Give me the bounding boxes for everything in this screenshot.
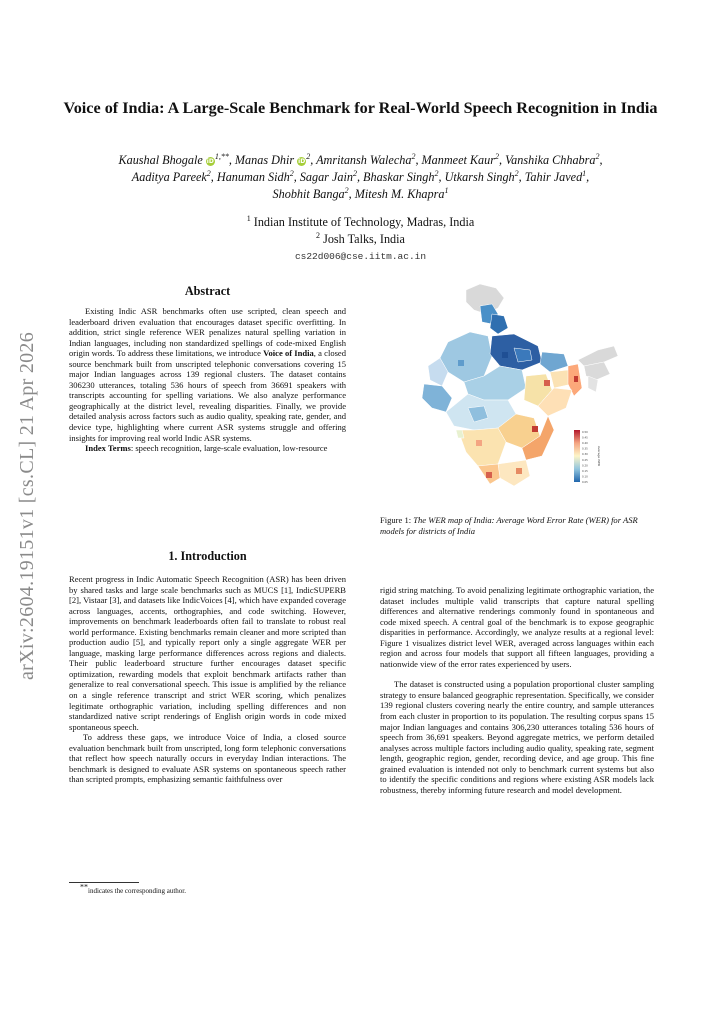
author-affiliation-mark: 2 [411,151,416,161]
colorbar-label: Average WER [597,445,601,467]
colorbar-tick-label: 0.05 [582,481,588,484]
wer-map-figure [418,280,618,490]
paper-title: Voice of India: A Large-Scale Benchmark for Real-World Speech Recognition in India [63,99,658,117]
colorbar-tick-label: 0.30 [582,453,588,457]
author-affiliation-mark: 2 [344,185,349,195]
colorbar-tick-label: 0.50 [582,431,588,434]
author-affiliation-mark: 1,** [214,151,229,161]
abstract-text: Existing Indic ASR benchmarks often use scripted, clean speech and leaderboard driven evaluation that encourages dataset specific overfitting. In addition, strict single reference WER penalizes natural spelling variation in Indian languages, including non standardized spellings of code-mixed English origin words. To address these limitations, we introduce Voice of India, a closed source benchmark built from unscripted telephonic conversations covering 15 major Indian languages across 139 regional clusters. The dataset contains 306230 utterances, totaling 536 hours of speech from 36691 speakers with transcripts accounting for spelling variations. We also analyze performance geographically at the district level, revealing disparities. Finally, we provide detailed analysis across factors such as audio quality, speaking rate, gender, and device type, highlighting where current ASR systems struggle and offering insights for improving real world Indic ASR systems. [69,306,346,443]
intro-paragraph-2: To address these gaps, we introduce Voice of India, a closed source evaluation benchmark built from unscripted, long form telephonic conversations that reflect how speech naturally occurs in everyday Indian interactions. The benchmark is designed to evaluate ASR systems on spontaneous speech rather than scripted prompts, emphasizing semantic faithfulness over [69,732,346,785]
colorbar-tick-label: 0.35 [582,447,588,451]
colorbar-tick-label: 0.10 [582,475,588,479]
colorbar-tick-label: 0.15 [582,469,588,473]
author-affiliation-mark: 1 [582,168,587,178]
author-name: Mitesh M. Khapra [354,187,445,201]
author-name: Sagar Jain [299,170,353,184]
author-line-2: Aaditya Pareek$^2$, Hanuman Sidh$^2$, Sagar Jain$^2$, Bhaskar Singh$^2$, Utkarsh Singh$^2$, Tahir Javed$^1$, [131,168,590,184]
right-column-body [380,585,654,795]
author-line-3: Shobhit Banga$^2$, Mitesh M. Khapra$^1$ [272,185,449,201]
author-affiliation-mark: 2 [494,151,499,161]
author-affiliation-mark: 2 [434,168,439,178]
abstract-body [69,306,346,454]
author-list [60,152,661,203]
colorbar-tick-label: 0.20 [582,464,588,468]
orcid-icon[interactable]: iD [298,158,306,165]
author-name: Hanuman Sidh [216,170,290,184]
colorbar-tick-label: 0.25 [582,458,588,462]
india-map-regions [422,284,618,486]
author-name: Bhaskar Singh [363,170,435,184]
author-affiliation-mark: 2 [306,151,311,161]
introduction-body [69,574,346,785]
figure-caption: Figure 1: The WER map of India: Average Word Error Rate (WER) for ASR models for districts of India [380,515,638,536]
orcid-icon[interactable]: iD [206,158,214,165]
affiliation-2: $^2$ Josh Talks, India [316,230,405,246]
author-affiliation-mark: 2 [595,151,600,161]
author-line-1: Kaushal Bhogale $iD^{1,**}$, Manas Dhir $iD^2$, Amritansh Walecha$^2$, Manmeet Kaur$^2$, Vanshika Chhabra$^2$, [118,151,603,167]
contact-email[interactable]: cs22d006@cse.iitm.ac.in [294,251,427,262]
author-name: Manmeet Kaur [421,153,495,167]
colorbar [574,430,580,482]
author-name: Kaushal Bhogale [118,153,203,167]
right-paragraph-1: rigid string matching. To avoid penalizing legitimate orthographic variation, the dataset includes multiple valid transcripts that capture natural spelling differences and alternative renderings commonly found in spontaneous and code mixed speech. A central goal of the benchmark is to expose geographic disparities in performance. Accordingly, we analyze results at a regional level: Figure 1 visualizes district level WER, averaged across languages within each region and across four models that support all fifteen languages, providing a nationwide view of the error rates experienced by users. [380,585,654,669]
author-affiliation-mark: 2 [206,168,211,178]
abstract-heading: Abstract [184,284,231,298]
arxiv-stamp: arXiv:2604.19151v1 [cs.CL] 21 Apr 2026 [16,331,38,680]
footnote: **indicates the corresponding author. [80,882,186,895]
author-affiliation-mark: 2 [352,168,357,178]
affiliation-1: $^1$ Indian Institute of Technology, Madras, India [246,213,475,229]
colorbar-ticks [582,430,588,484]
section-heading-introduction: 1. Introduction [168,549,247,563]
colorbar-tick-label: 0.45 [582,436,588,440]
affiliations [60,214,661,265]
intro-paragraph-1: Recent progress in Indic Automatic Speech Recognition (ASR) has been driven by shared tasks and large scale benchmarks such as MUCS [1], IndicSUPERB [2], Vistaar [3], and datasets like IndicVoices [4], which have expanded coverage across languages, accents, orthographies, and code switching. However, improvements on benchmark leaderboards often fail to translate to robust real world performance. Existing benchmarks remain cleaner and more scripted than production audio [5], and typically report only a single aggregate WER per language, masking large performance differences across regions and dialects. Their public leaderboard structure further encourages dataset specific optimization, rewarding models that exploit benchmark artifacts rather than generalize to real conversational speech. This issue is amplified by the reliance on a single reference transcript and strict WER scoring, which penalizes legitimate orthographic variation, including spelling differences and non standardized native script renderings of English origin words in code mixed spontaneous speech. [69,574,346,732]
author-affiliation-mark: 1 [444,185,449,195]
index-terms: Index Terms: speech recognition, large-scale evaluation, low-resource [85,443,328,454]
author-name: Utkarsh Singh [444,170,515,184]
author-name: Vanshika Chhabra [505,153,596,167]
author-name: Aaditya Pareek [131,170,207,184]
author-name: Amritansh Walecha [316,153,412,167]
author-affiliation-mark: 2 [289,168,294,178]
colorbar-tick-label: 0.40 [582,442,588,446]
author-name: Manas Dhir [234,153,295,167]
author-name: Shobhit Banga [272,187,345,201]
right-paragraph-2: The dataset is constructed using a population proportional cluster sampling strategy to ensure balanced geographic representation. Specifically, we consider 139 regional clusters covering nearly the entire country, and sample utterances from each cluster in proportion to its population. The resulting corpus spans 15 major Indian languages and contains 306,230 utterances totaling 536 hours of speech from 36,691 speakers. Beyond aggregate metrics, we perform detailed analyses across multiple factors including audio quality, speaking rate, segment length, geographic region, gender, recording device, and age group. This fine grained evaluation is intended not only to benchmark current systems but also to identify the specific conditions and regions where existing ASR models lack robustness, thereby informing future research and model development. [380,679,654,795]
author-affiliation-mark: 2 [514,168,519,178]
author-name: Tahir Javed [524,170,583,184]
